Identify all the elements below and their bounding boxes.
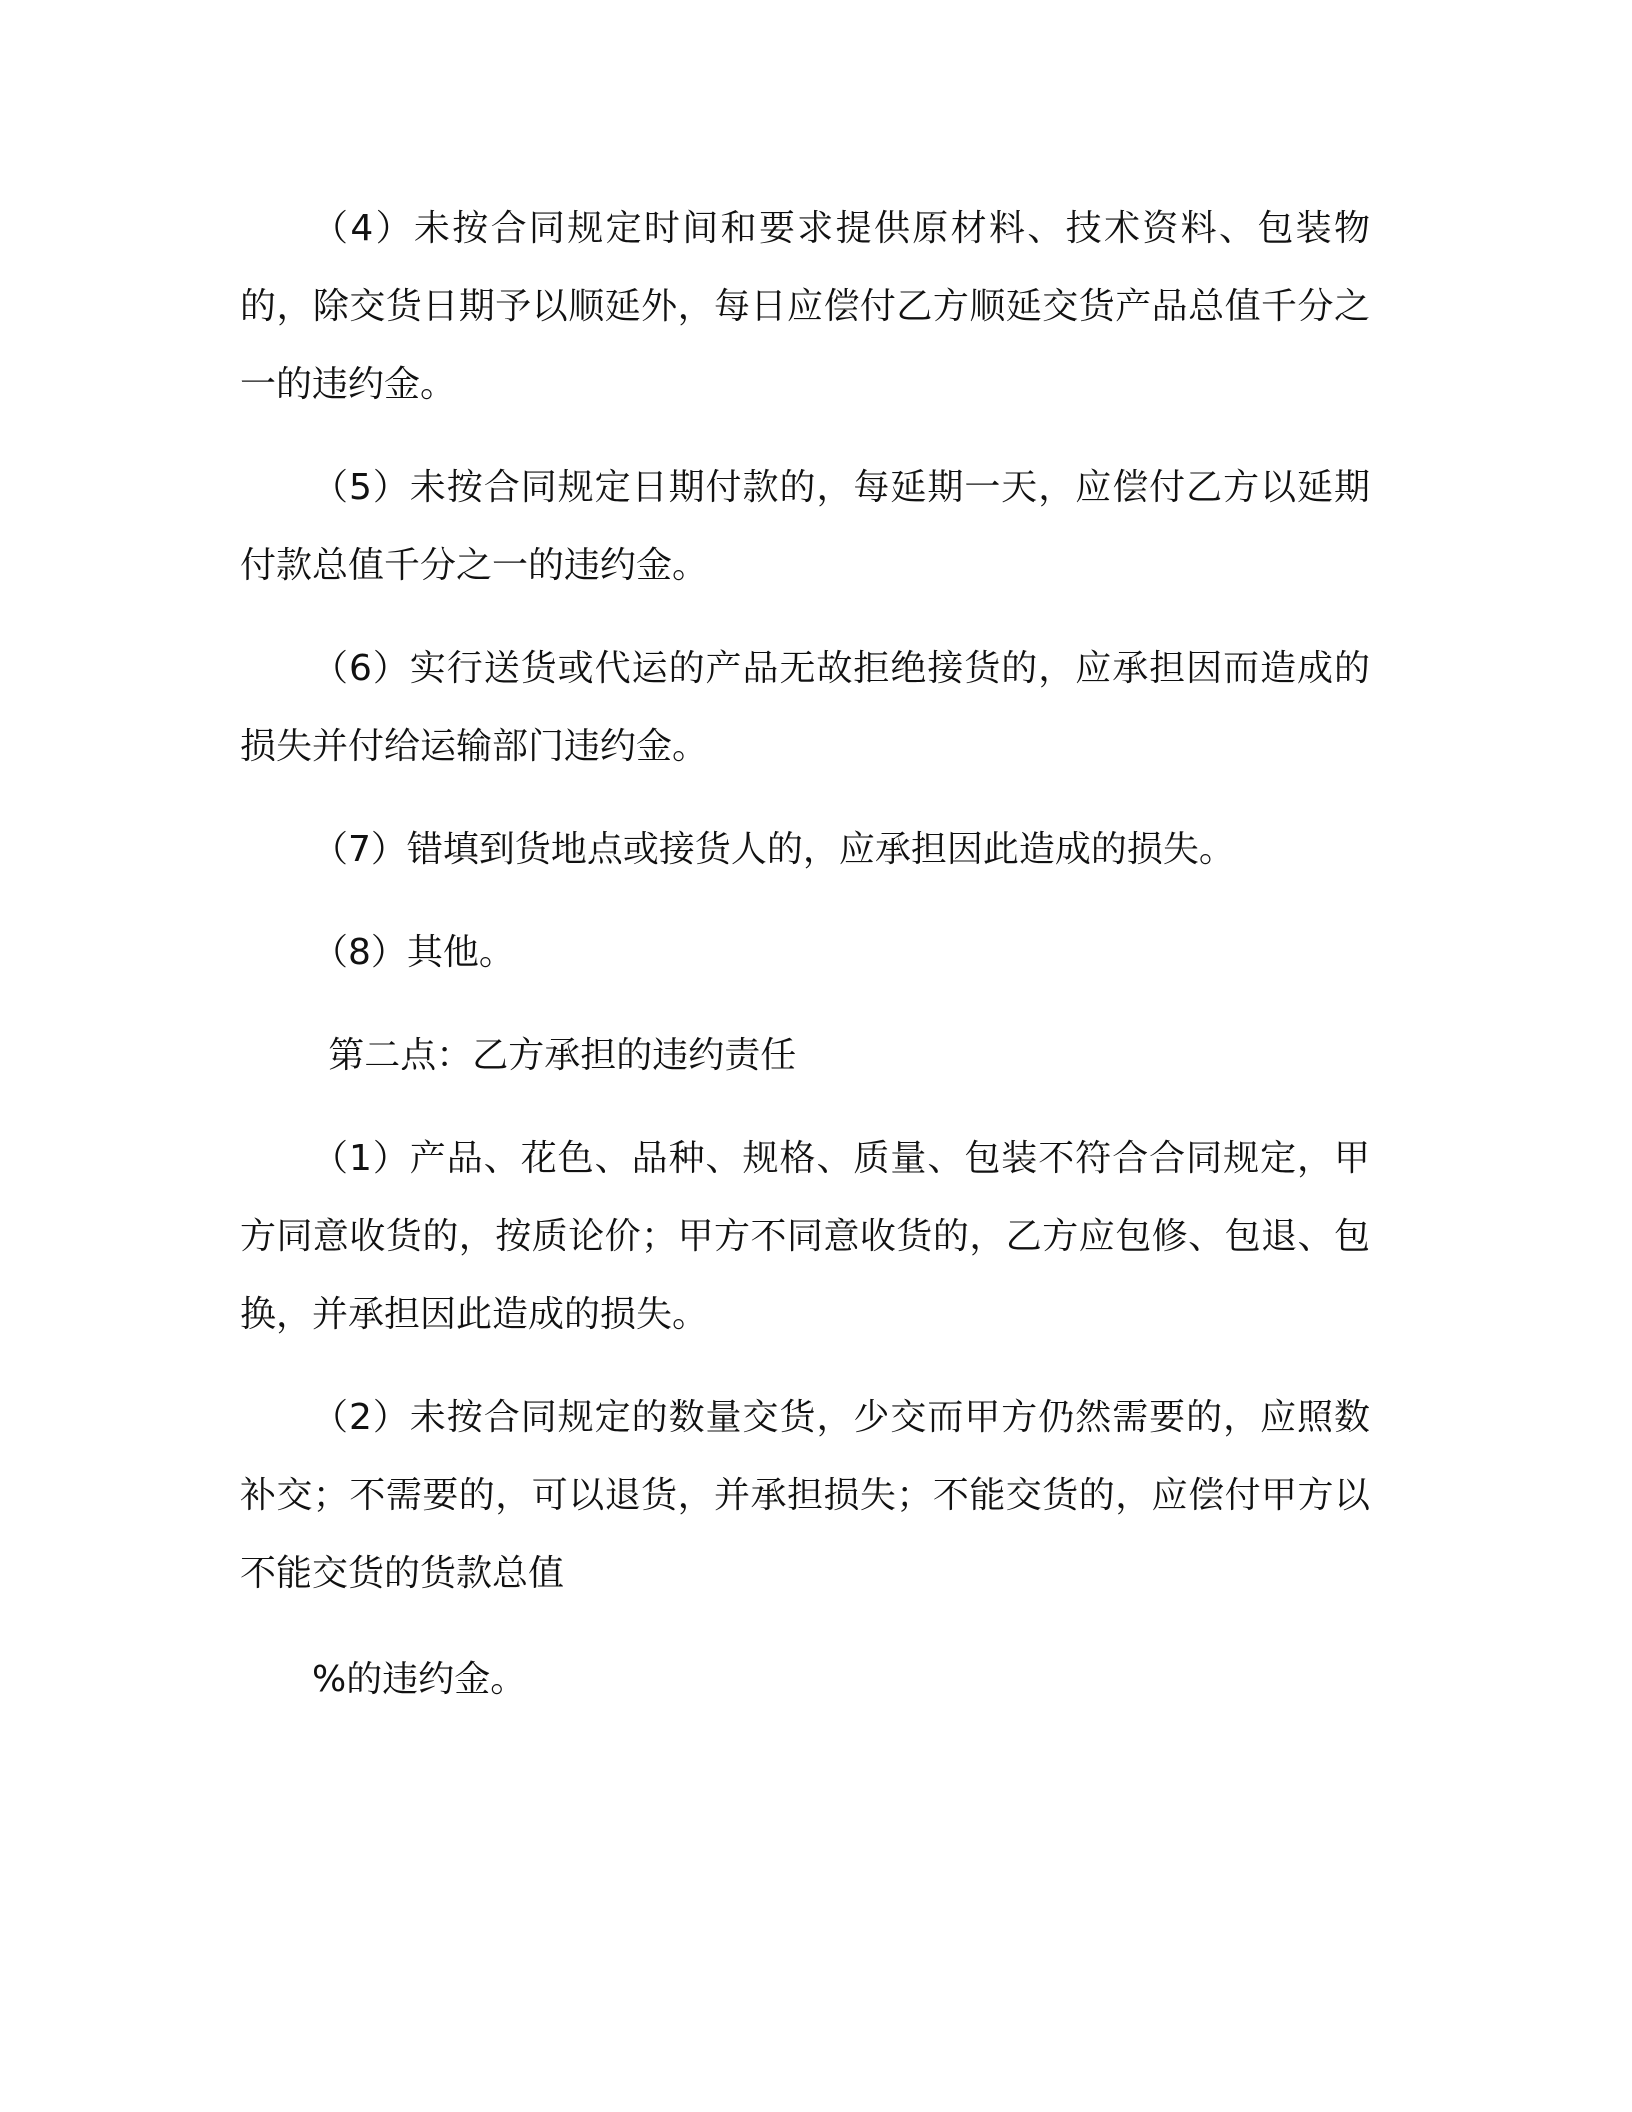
paragraph-clause-4: （4）未按合同规定时间和要求提供原材料、技术资料、包装物的，除交货日期予以顺延外，每日应偿付乙方顺延交货产品总值千分之一的违约金。 bbox=[240, 208, 1370, 405]
document-body bbox=[240, 190, 1370, 1719]
paragraph-clause-6: （6）实行送货或代运的产品无故拒绝接货的，应承担因而造成的损失并付给运输部门违约金。 bbox=[240, 648, 1370, 767]
paragraph-party-b-clause-1: （1）产品、花色、品种、规格、质量、包装不符合合同规定，甲方同意收货的，按质论价；甲方不同意收货的，乙方应包修、包退、包换，并承担因此造成的损失。 bbox=[240, 1138, 1370, 1335]
paragraph-penalty-percent: %的违约金。 bbox=[312, 1659, 527, 1700]
paragraph-clause-7: （7）错填到货地点或接货人的，应承担因此造成的损失。 bbox=[312, 829, 1235, 870]
paragraph-clause-5: （5）未按合同规定日期付款的，每延期一天，应偿付乙方以延期付款总值千分之一的违约金。 bbox=[240, 467, 1370, 586]
paragraph-clause-8: （8）其他。 bbox=[312, 932, 515, 973]
section-heading: 第二点：乙方承担的违约责任 bbox=[328, 1035, 797, 1076]
paragraph-party-b-clause-2: （2）未按合同规定的数量交货，少交而甲方仍然需要的，应照数补交；不需要的，可以退货，并承担损失；不能交货的，应偿付甲方以不能交货的货款总值 bbox=[240, 1397, 1370, 1594]
